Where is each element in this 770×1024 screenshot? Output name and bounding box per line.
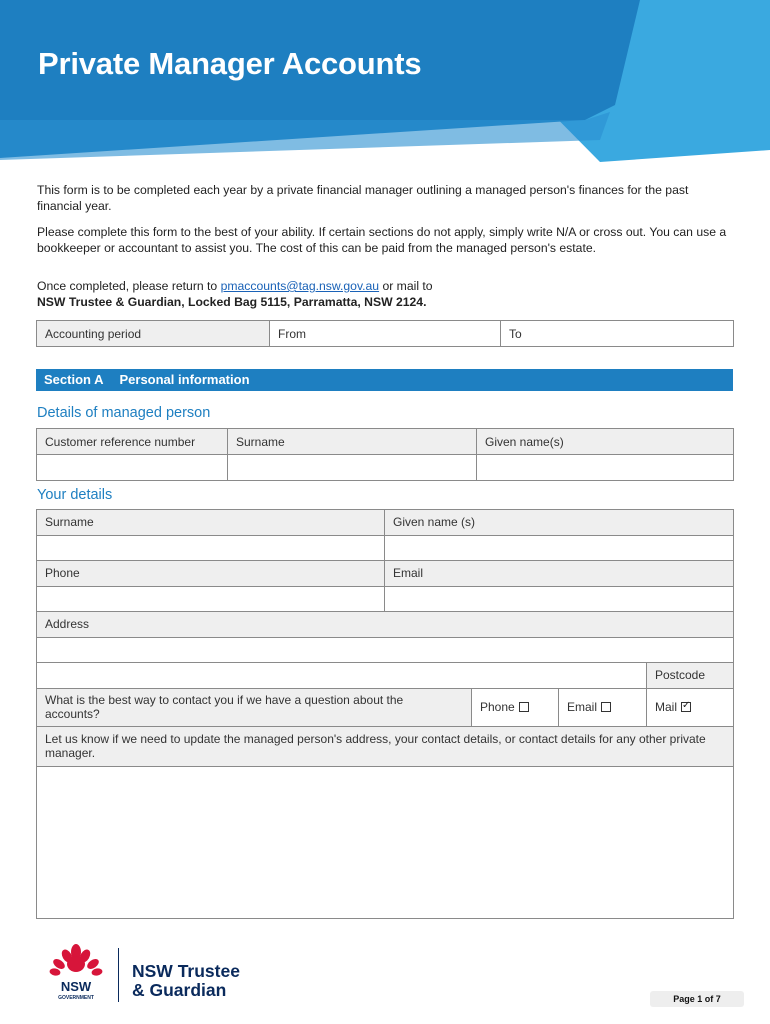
address-input-line-2[interactable] — [37, 663, 647, 689]
brand-divider — [118, 948, 119, 1002]
managed-given-name-label: Given name(s) — [477, 429, 734, 455]
section-a-header — [36, 369, 733, 391]
return-instructions — [37, 278, 727, 310]
managed-person-table — [36, 428, 734, 481]
intro-paragraph-2: Please complete this form to the best of your ability. If certain sections do not apply, simply write N/A or cross out. You can use a bookkeeper or accountant to assist you. The cost of this can be paid from the managed person's estate. — [37, 225, 727, 255]
contact-option-email[interactable] — [559, 688, 647, 726]
managed-surname-label: Surname — [228, 429, 477, 455]
brand-name — [132, 962, 240, 1000]
section-number: Section A — [44, 372, 104, 387]
mail-address: NSW Trustee & Guardian, Locked Bag 5115, Parramatta, NSW 2124. — [37, 295, 427, 309]
checkbox-icon[interactable] — [601, 702, 611, 712]
your-given-name-input[interactable] — [385, 535, 734, 561]
managed-surname-input[interactable] — [228, 455, 477, 481]
header-banner — [0, 0, 770, 175]
postcode-label: Postcode — [647, 663, 734, 689]
brand-line-2: & Guardian — [132, 980, 227, 1000]
update-prompt: Let us know if we need to update the managed person's address, your contact details, or contact details for any other private manager. — [37, 726, 734, 766]
contact-option-mail[interactable] — [647, 688, 734, 726]
accounting-period-table — [36, 320, 734, 347]
gov-sublabel: GOVERNMENT — [58, 995, 94, 1001]
address-input-line-1[interactable] — [37, 637, 734, 663]
banner-graphic — [0, 0, 770, 175]
address-label: Address — [37, 612, 734, 638]
email-label: Email — [385, 561, 734, 587]
section-title: Personal information — [119, 372, 250, 387]
managed-given-name-input[interactable] — [477, 455, 734, 481]
page-title: Private Manager Accounts — [38, 46, 422, 81]
accounting-period-label: Accounting period — [37, 321, 270, 347]
intro-paragraph-1: This form is to be completed each year by a private financial manager outlining a managed person's finances for the past financial year. — [37, 183, 689, 213]
return-email-link[interactable]: pmaccounts@tag.nsw.gov.au — [220, 279, 380, 293]
return-prefix: Once completed, please return to — [37, 279, 221, 293]
contact-option-phone[interactable] — [472, 688, 559, 726]
your-surname-label: Surname — [37, 510, 385, 536]
page-number-badge: Page 1 of 7 — [650, 991, 744, 1007]
phone-label: Phone — [37, 561, 385, 587]
return-suffix: or mail to — [379, 279, 433, 293]
contact-question: What is the best way to contact you if we have a question about the accounts? — [37, 688, 472, 726]
your-surname-input[interactable] — [37, 535, 385, 561]
phone-input[interactable] — [37, 586, 385, 612]
contact-option-email-label: Email — [567, 700, 598, 714]
customer-ref-input[interactable] — [37, 455, 228, 481]
gov-label: NSW — [60, 979, 92, 994]
checkbox-icon[interactable] — [519, 702, 529, 712]
nsw-government-logo — [45, 942, 107, 1007]
contact-option-phone-label: Phone — [480, 700, 515, 714]
waratah-icon — [45, 942, 107, 1002]
checkbox-checked-icon[interactable] — [681, 702, 691, 712]
your-details-heading: Your details — [37, 487, 113, 503]
customer-ref-label: Customer reference number — [37, 429, 228, 455]
managed-person-heading: Details of managed person — [37, 405, 211, 421]
period-from-field[interactable]: From — [270, 321, 501, 347]
contact-option-mail-label: Mail — [655, 700, 678, 714]
brand-line-1: NSW Trustee — [132, 961, 240, 981]
update-details-textarea[interactable] — [37, 766, 734, 918]
email-input[interactable] — [385, 586, 734, 612]
period-to-field[interactable]: To — [501, 321, 734, 347]
your-details-table — [36, 509, 734, 919]
your-given-name-label: Given name (s) — [385, 510, 734, 536]
